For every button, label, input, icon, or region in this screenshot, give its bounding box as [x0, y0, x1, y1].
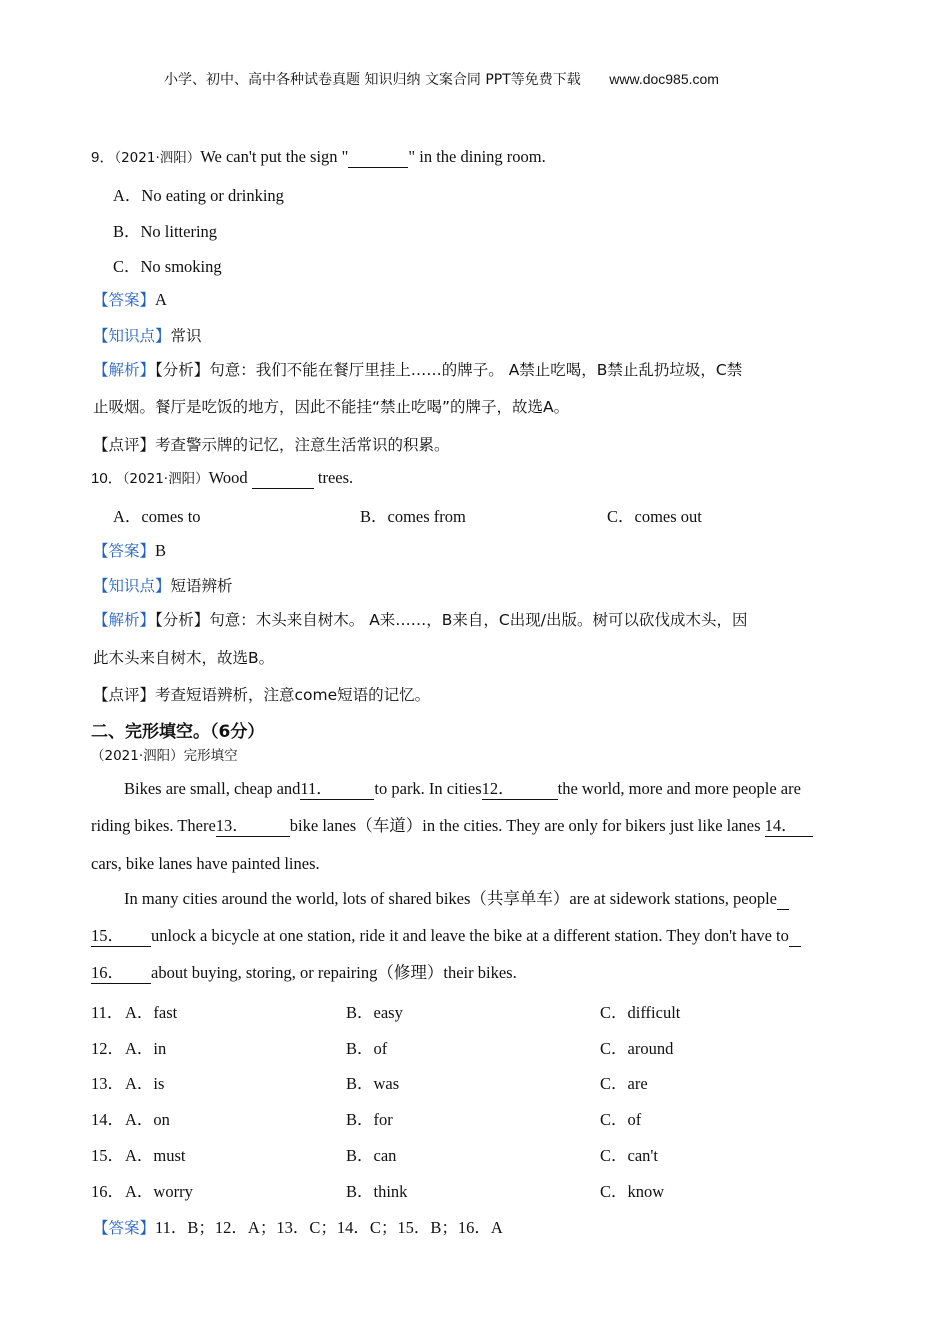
q10-stem-b: trees.	[313, 468, 354, 487]
option-b: B．of	[346, 1039, 388, 1058]
q9-option-b: B．No littering	[113, 222, 218, 241]
option-number: 16．	[91, 1182, 124, 1201]
text: In many cities around the world, lots of shared bikes（共享单车）are at sidework stations, people	[124, 889, 777, 908]
blank-15: 15．	[91, 926, 151, 947]
passage-p1-line1	[124, 779, 801, 800]
passage-p2-line1	[124, 889, 789, 910]
page-header	[164, 69, 719, 89]
option-b: B．think	[346, 1182, 408, 1201]
text: about buying, storing, or repairing（修理）their bikes.	[151, 963, 517, 982]
q10-knowledge-value: 短语辨析	[170, 577, 233, 595]
q9-source: （2021·泗阳）	[114, 150, 201, 166]
blank-13: 13．	[216, 816, 290, 837]
q10-option-b: B．comes from	[360, 507, 466, 526]
q10-number: 10．	[91, 470, 123, 487]
option-c: C．of	[600, 1110, 642, 1129]
header-text: 小学、初中、高中各种试卷真题 知识归纳 文案合同 PPT等免费下载	[164, 72, 581, 88]
explanation-tag: 【解析】	[93, 361, 156, 379]
q9-knowledge-value: 常识	[170, 327, 202, 345]
option-a: A．fast	[125, 1003, 178, 1022]
header-site-link[interactable]: www.doc985.com	[609, 71, 719, 87]
q9-stem-a: We can't put the sign "	[200, 147, 349, 166]
q10-source: （2021·泗阳）	[122, 471, 209, 487]
answer-tag: 【答案】	[93, 1219, 156, 1237]
q10-review: 【点评】考查短语辨析，注意come短语的记忆。	[93, 686, 431, 704]
q9-blank	[348, 147, 408, 168]
blank-11: 11．	[300, 779, 374, 800]
q10-answer	[93, 539, 166, 561]
option-b: B．was	[346, 1074, 400, 1093]
q10-option-c: C．comes out	[607, 507, 702, 526]
q9-option-c: C．No smoking	[113, 257, 222, 276]
q9-knowledge	[93, 324, 202, 346]
q10-option-a: A．comes to	[113, 507, 201, 526]
q9-stem	[91, 146, 546, 168]
text: to park. In cities	[374, 779, 482, 798]
answer-tag: 【答案】	[93, 291, 156, 309]
option-a: A．is	[125, 1074, 165, 1093]
option-number: 14．	[91, 1110, 124, 1129]
q9-explanation-line1	[93, 358, 742, 380]
option-c: C．are	[600, 1074, 648, 1093]
q10-explanation-line1	[93, 608, 747, 630]
option-a: A．worry	[125, 1182, 193, 1201]
q10-knowledge	[93, 574, 233, 596]
q10-stem	[91, 467, 353, 489]
option-a: A．must	[125, 1146, 186, 1165]
q9-review: 【点评】考查警示牌的记忆，注意生活常识的积累。	[93, 436, 450, 454]
option-b: B．can	[346, 1146, 397, 1165]
passage-p2-line3	[91, 963, 517, 984]
passage-p1-line2	[91, 816, 813, 837]
q9-explanation-line2: 止吸烟。餐厅是吃饭的地方，因此不能挂“禁止吃喝”的牌子，故选A。	[93, 398, 570, 416]
blank-16-lead	[789, 926, 801, 947]
option-number: 15．	[91, 1146, 124, 1165]
option-c: C．difficult	[600, 1003, 681, 1022]
text: unlock a bicycle at one station, ride it and leave the bike at a different station. They don't have to	[151, 926, 789, 945]
text: bike lanes（车道）in the cities. They are only for bikers just like lanes	[289, 816, 765, 835]
passage-p2-line2	[91, 926, 801, 947]
blank-16: 16．	[91, 963, 151, 984]
q9-option-a: A．No eating or drinking	[113, 186, 284, 205]
q10-answer-value: B	[155, 541, 167, 560]
q9-explanation-1: 【分析】句意：我们不能在餐厅里挂上……的牌子。 A禁止吃喝，B禁止乱扔垃圾，C禁	[155, 361, 743, 379]
blank-12: 12．	[482, 779, 558, 800]
q10-stem-a: Wood	[208, 468, 252, 487]
option-c: C．can't	[600, 1146, 658, 1165]
option-a: A．in	[125, 1039, 167, 1058]
q9-answer-value: A	[155, 290, 167, 309]
option-number: 11．	[91, 1003, 124, 1022]
q9-stem-b: " in the dining room.	[408, 147, 546, 166]
option-b: B．easy	[346, 1003, 403, 1022]
knowledge-tag: 【知识点】	[93, 327, 171, 345]
q9-number: 9．	[91, 149, 115, 166]
option-a: A．on	[125, 1110, 170, 1129]
option-c: C．around	[600, 1039, 674, 1058]
option-number: 13．	[91, 1074, 124, 1093]
final-answer	[93, 1214, 503, 1238]
section-title: 二、完形填空。（6分）	[91, 722, 265, 742]
answer-tag: 【答案】	[93, 542, 156, 560]
option-c: C．know	[600, 1182, 665, 1201]
blank-15-lead	[777, 889, 789, 910]
q10-explanation-1: 【分析】句意：木头来自树木。 A来……，B来自，C出现/出版。树可以砍伐成木头，因	[155, 611, 748, 629]
section-source: （2021·泗阳）完形填空	[91, 748, 238, 764]
final-answer-value: 11．B；12．A；13．C；14．C；15．B；16．A	[155, 1218, 503, 1237]
option-number: 12．	[91, 1039, 124, 1058]
text: Bikes are small, cheap and	[124, 779, 301, 798]
q10-blank	[252, 468, 314, 489]
blank-14: 14．	[765, 816, 813, 837]
text: the world, more and more people are	[557, 779, 801, 798]
passage-p1-line3: cars, bike lanes have painted lines.	[91, 854, 320, 873]
explanation-tag: 【解析】	[93, 611, 156, 629]
option-b: B．for	[346, 1110, 393, 1129]
text: riding bikes. There	[91, 816, 216, 835]
knowledge-tag: 【知识点】	[93, 577, 171, 595]
q9-answer	[93, 288, 167, 310]
q10-explanation-line2: 此木头来自树木，故选B。	[93, 649, 275, 667]
